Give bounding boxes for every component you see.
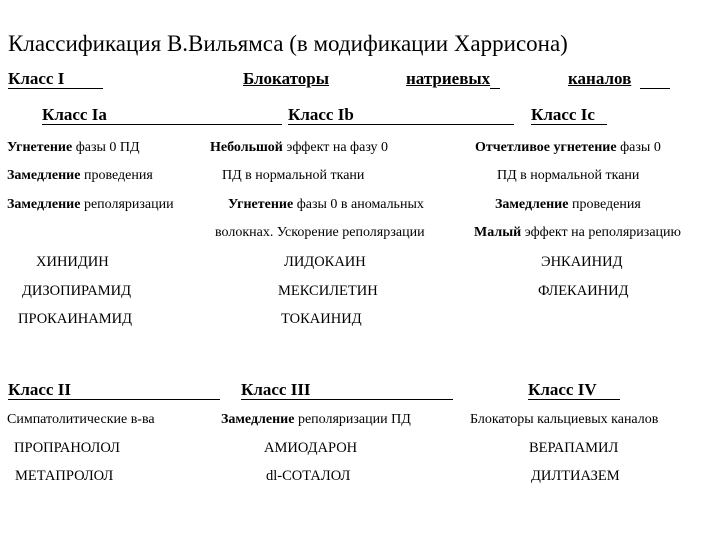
class-1-underline-tail [640,88,670,89]
class-2-description: Симпатолитические в-ва [7,412,155,427]
class-ia-drug-2: ДИЗОПИРАМИД [22,283,131,299]
class-ia-effect-1: Угнетение фазы 0 ПД [7,140,140,155]
page-title: Классификация В.Вильямса (в модификации Харрисона) [8,31,568,56]
class-ia-effect-2: Замедление проведения [7,168,153,183]
class-1-word-sodium: натриевых [406,69,491,88]
class-ic-underline [531,124,607,125]
class-ib-drug-2: МЕКСИЛЕТИН [278,283,378,299]
class-ic-drug-1: ЭНКАИНИД [541,254,623,270]
class-4-label: Класс IV [528,380,597,399]
class-2-drug-2: МЕТАПРОЛОЛ [15,468,114,484]
class-1-word-channels: каналов [568,69,632,88]
class-1-label: Класс I [8,69,65,88]
class-ic-effect-1: Отчетливое угнетение фазы 0 [475,140,661,155]
class-4-drug-1: ВЕРАПАМИЛ [529,440,619,456]
class-ib-effect-1: Небольшой эффект на фазу 0 [210,140,389,155]
class-ib-effect-4: волокнах. Ускорение реполярзации [215,225,425,240]
class-ic-drug-2: ФЛЕКАИНИД [538,283,629,299]
class-ia-drug-3: ПРОКАИНАМИД [18,311,132,327]
class-ic-effect-4: Малый эффект на реполяризацию [474,225,681,240]
class-2-label: Класс II [8,380,71,399]
class-3-label: Класс III [241,380,311,399]
class-ic-effect-2: ПД в нормальной ткани [497,168,640,183]
class-ia-effect-3: Замедление реполяризации [7,197,174,212]
class-ib-drug-3: ТОКАИНИД [281,311,362,327]
class-3-drug-1: АМИОДАРОН [264,440,358,456]
class-ib-effect-3: Угнетение фазы 0 в аномальных [228,197,424,212]
class-3-underline [241,399,453,400]
class-ib-effect-2: ПД в нормальной ткани [222,168,365,183]
class-3-drug-2: dl-СОТАЛОЛ [266,468,351,484]
class-ic-effect-3: Замедление проведения [495,197,641,212]
class-4-drug-2: ДИЛТИАЗЕМ [531,468,620,484]
class-2-drug-1: ПРОПРАНОЛОЛ [14,440,120,456]
class-ia-underline [42,124,282,125]
class-1-underline-gap [490,88,500,89]
class-4-underline [528,399,620,400]
class-1-word-blockers: Блокаторы [243,69,330,88]
class-ic-label: Класс Ic [531,105,595,124]
class-3-description: Замедление реполяризации ПД [221,412,411,427]
class-ib-drug-1: ЛИДОКАИН [284,254,366,270]
class-ia-drug-1: ХИНИДИН [36,254,109,270]
class-ib-underline [288,124,514,125]
class-2-underline [8,399,220,400]
class-ia-label: Класс Ia [42,105,107,124]
class-4-description: Блокаторы кальциевых каналов [470,412,659,427]
class-ib-label: Класс Ib [288,105,354,124]
class-1-underline [8,88,103,89]
